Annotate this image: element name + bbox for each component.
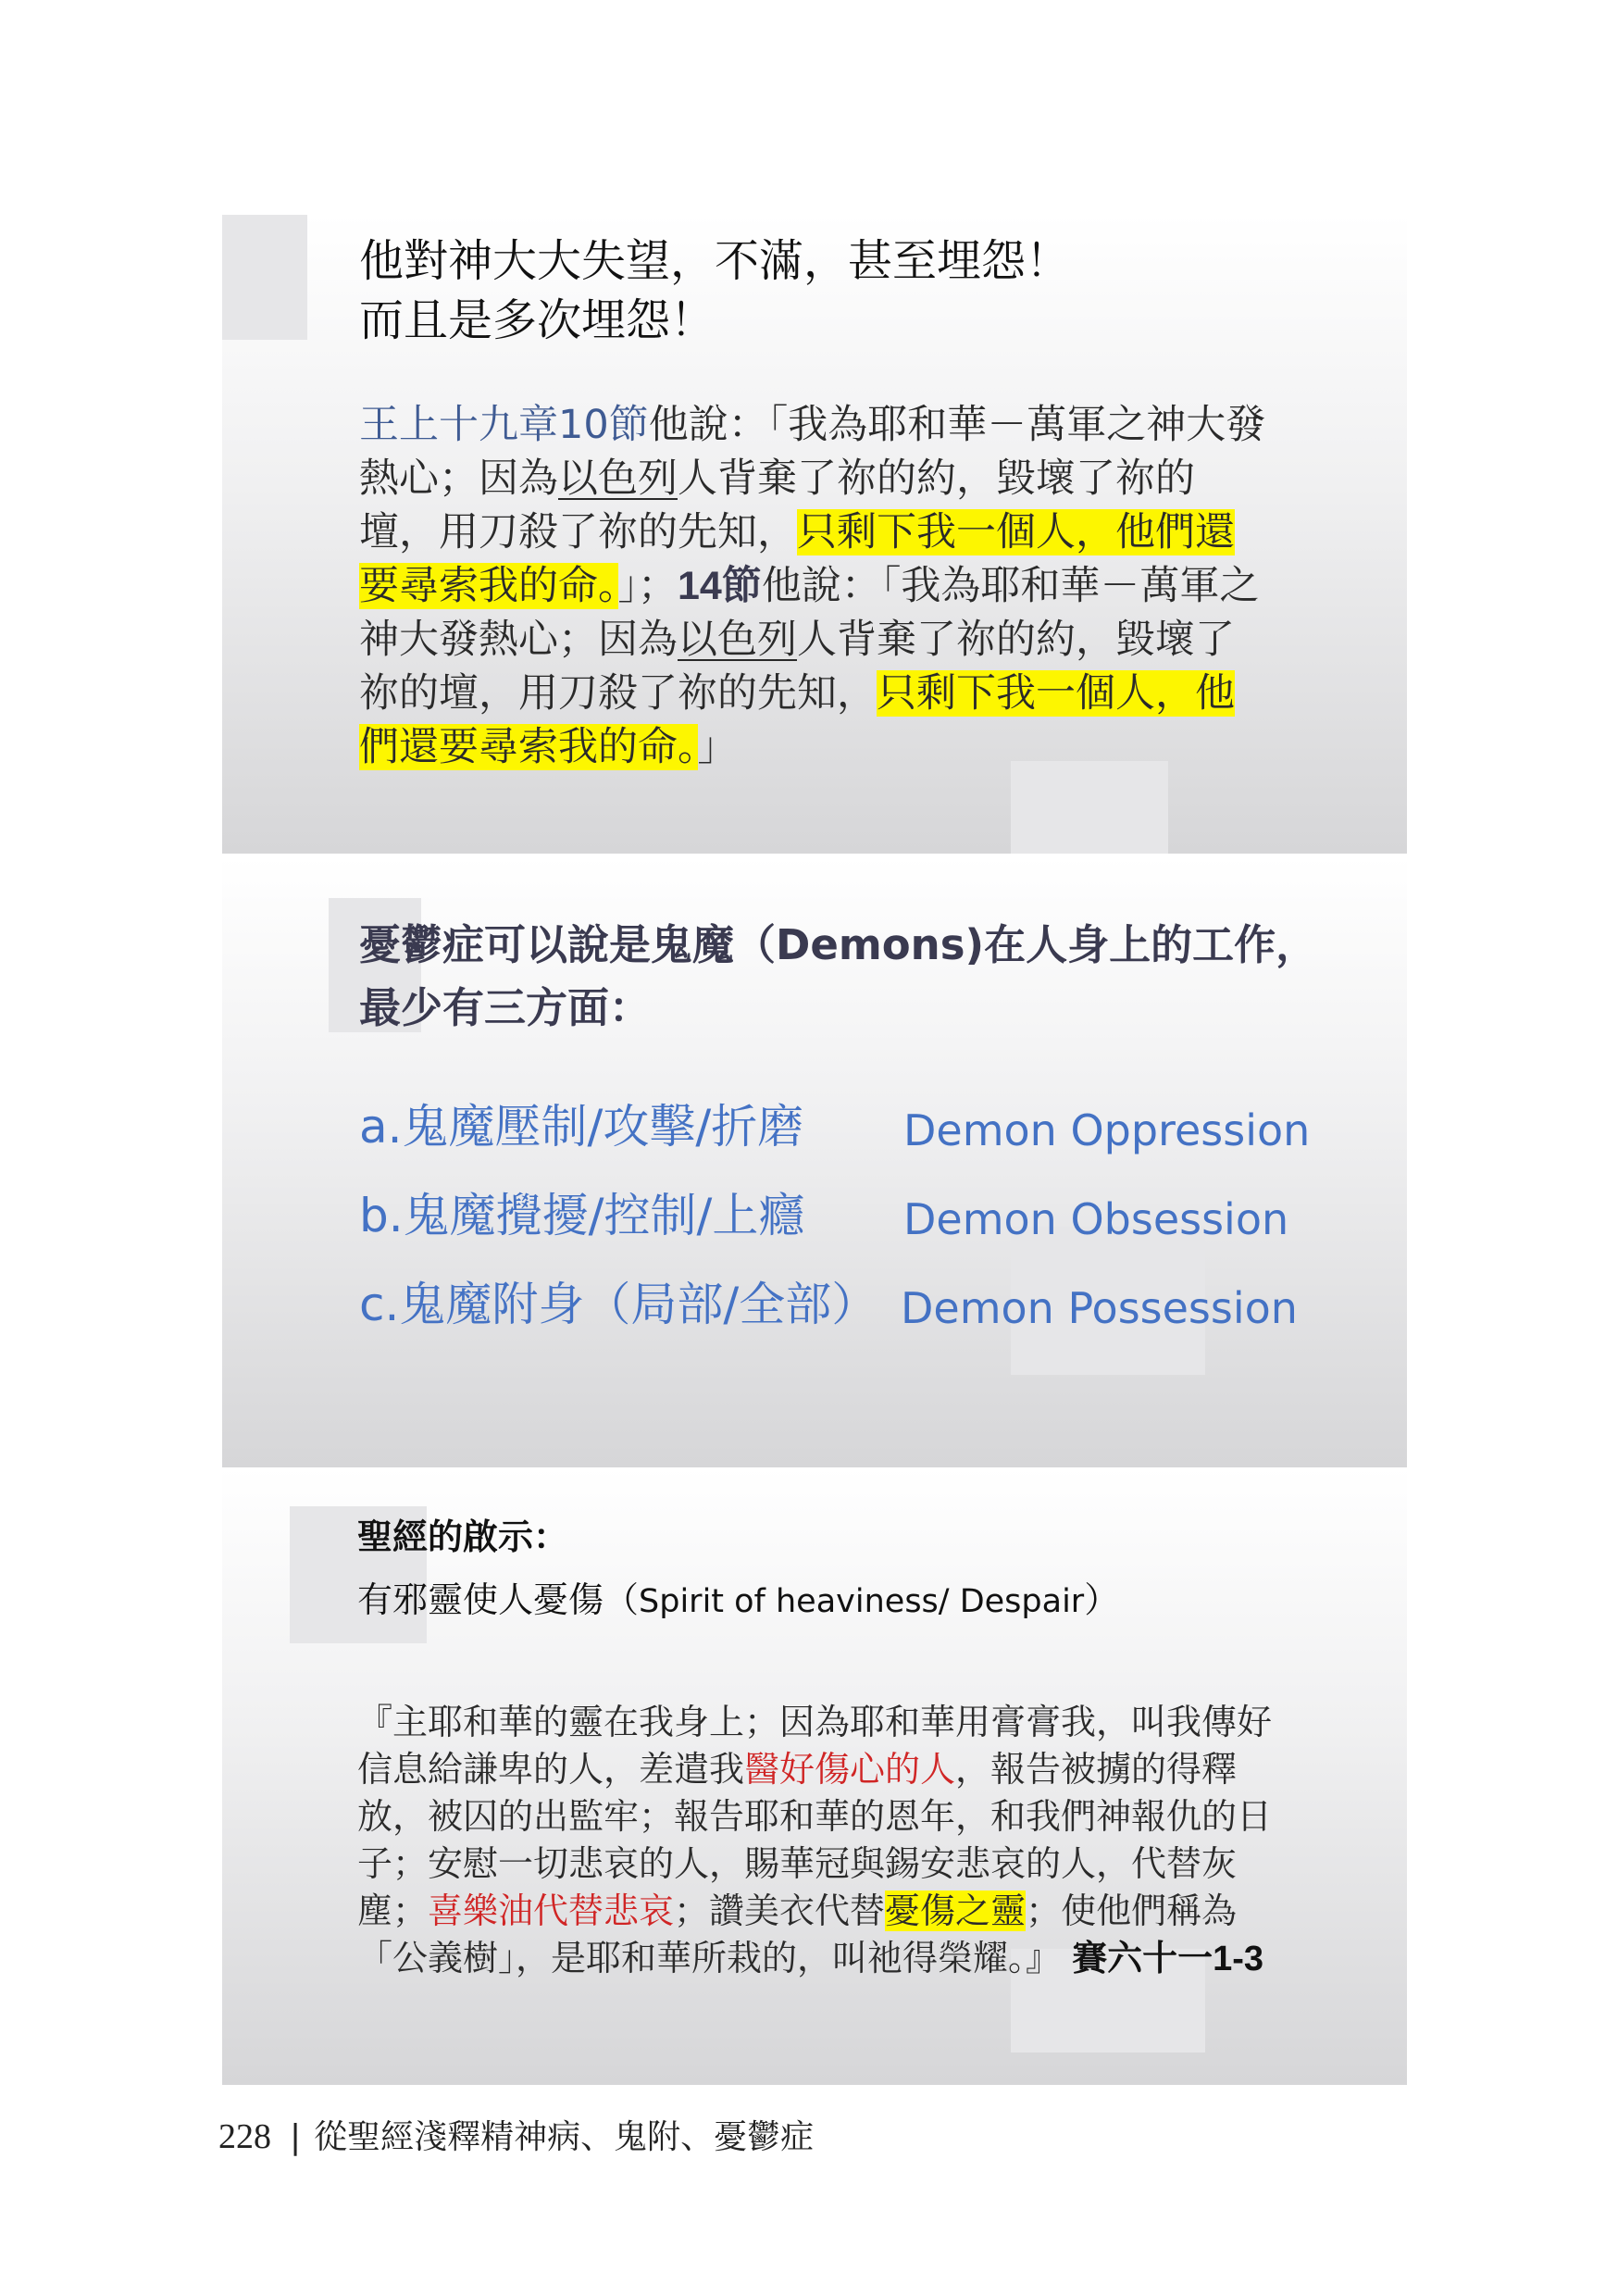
scripture-text: 」 (697, 724, 738, 770)
page-footer (218, 2111, 814, 2158)
demon-item-en: Demon Oppression (903, 1105, 1311, 1155)
slide3-scripture (357, 1699, 1292, 1983)
demon-item-c (359, 1277, 1298, 1333)
demon-item-en: Demon Obsession (903, 1194, 1289, 1244)
demon-item-a (359, 1099, 1311, 1155)
scripture-reference: 王上十九章10節 (359, 402, 649, 448)
scripture-text: ，報告被擄的得釋放，被囚的出監牢；報告耶和華的恩年，和我們神報仇的日子；安慰一切悲哀的人，賜華冠與錫安悲哀的人，代替灰塵； (357, 1749, 1273, 1931)
book-title: 從聖經淺釋精神病、鬼附、憂鬱症 (314, 2118, 815, 2156)
heading-line-2: 而且是多次埋怨！ (359, 294, 716, 346)
demon-item-en: Demon Possession (901, 1283, 1298, 1333)
highlighted-phrase: 只剩下我一個人，他們還要尋索我的命。 (359, 509, 1235, 609)
demon-item-zh: a.鬼魔壓制/攻擊/折磨 (359, 1100, 804, 1154)
slide1-heading (359, 231, 1070, 350)
scripture-text: ；讚美衣代替 (674, 1890, 886, 1931)
slide-accent-bar (222, 215, 307, 340)
demon-item-zh: b.鬼魔攪擾/控制/上癮 (359, 1189, 805, 1242)
subtitle-zh: 有邪靈使人憂傷（ (357, 1579, 640, 1620)
scripture-text: 人背棄了祢的約，毀壞了祢的壇，用刀殺了祢的先知， (359, 455, 1195, 555)
heading-line-1: 他對神大大失望，不滿，甚至埋怨！ (359, 235, 1071, 287)
scripture-text: ；使他們稱為「公義樹」，是耶和華所栽的，叫祂得榮耀。』 (357, 1890, 1238, 1978)
scripture-text: 」； (617, 563, 678, 609)
underlined-israel: 以色列 (678, 617, 797, 663)
page-number: 228 (218, 2117, 271, 2156)
highlighted-phrase: 憂傷之靈 (885, 1890, 1027, 1931)
scripture-text: 他說：「我為耶和華－萬軍之神大發熱心；因為 (359, 402, 1266, 502)
subtitle-close: ） (1084, 1579, 1120, 1620)
slide-elijah-complaint (222, 215, 1407, 854)
scripture-text: 他說：「我為耶和華－萬軍之神大發熱心；因為 (359, 563, 1260, 663)
slide1-scripture (359, 398, 1266, 774)
scripture-text: 『主耶和華的靈在我身上；因為耶和華用膏膏我，叫我傳好信息給謙卑的人，差遣我 (357, 1702, 1273, 1790)
demon-item-b (359, 1188, 1289, 1244)
slide-demon-work (222, 856, 1407, 1467)
scripture-text: 人背棄了祢的約，毀壞了祢的壇，用刀殺了祢的先知， (359, 617, 1235, 717)
subtitle-en: Spirit of heaviness/ Despair (639, 1583, 1085, 1620)
verse-reference: 14節 (678, 564, 762, 608)
slide-bible-revelation (222, 1467, 1407, 2085)
red-phrase: 醫好傷心的人 (744, 1749, 956, 1790)
footer-separator: | (290, 2118, 302, 2156)
red-phrase: 喜樂油代替悲哀 (428, 1890, 675, 1931)
highlighted-phrase: 只剩下我一個人，他們還要尋索我的命。 (359, 670, 1235, 770)
slide-accent-block (1011, 761, 1168, 854)
scripture-reference: 賽六十一1-3 (1072, 1940, 1264, 1978)
slide3-title: 聖經的啟示： (357, 1516, 569, 1557)
underlined-israel: 以色列 (558, 455, 678, 502)
slide2-heading: 憂鬱症可以說是鬼魔（Demons)在人身上的工作，最少有三方面： (359, 920, 1318, 1032)
slide3-subtitle (357, 1577, 1119, 1625)
demon-item-zh: c.鬼魔附身（局部/全部） (359, 1278, 878, 1331)
